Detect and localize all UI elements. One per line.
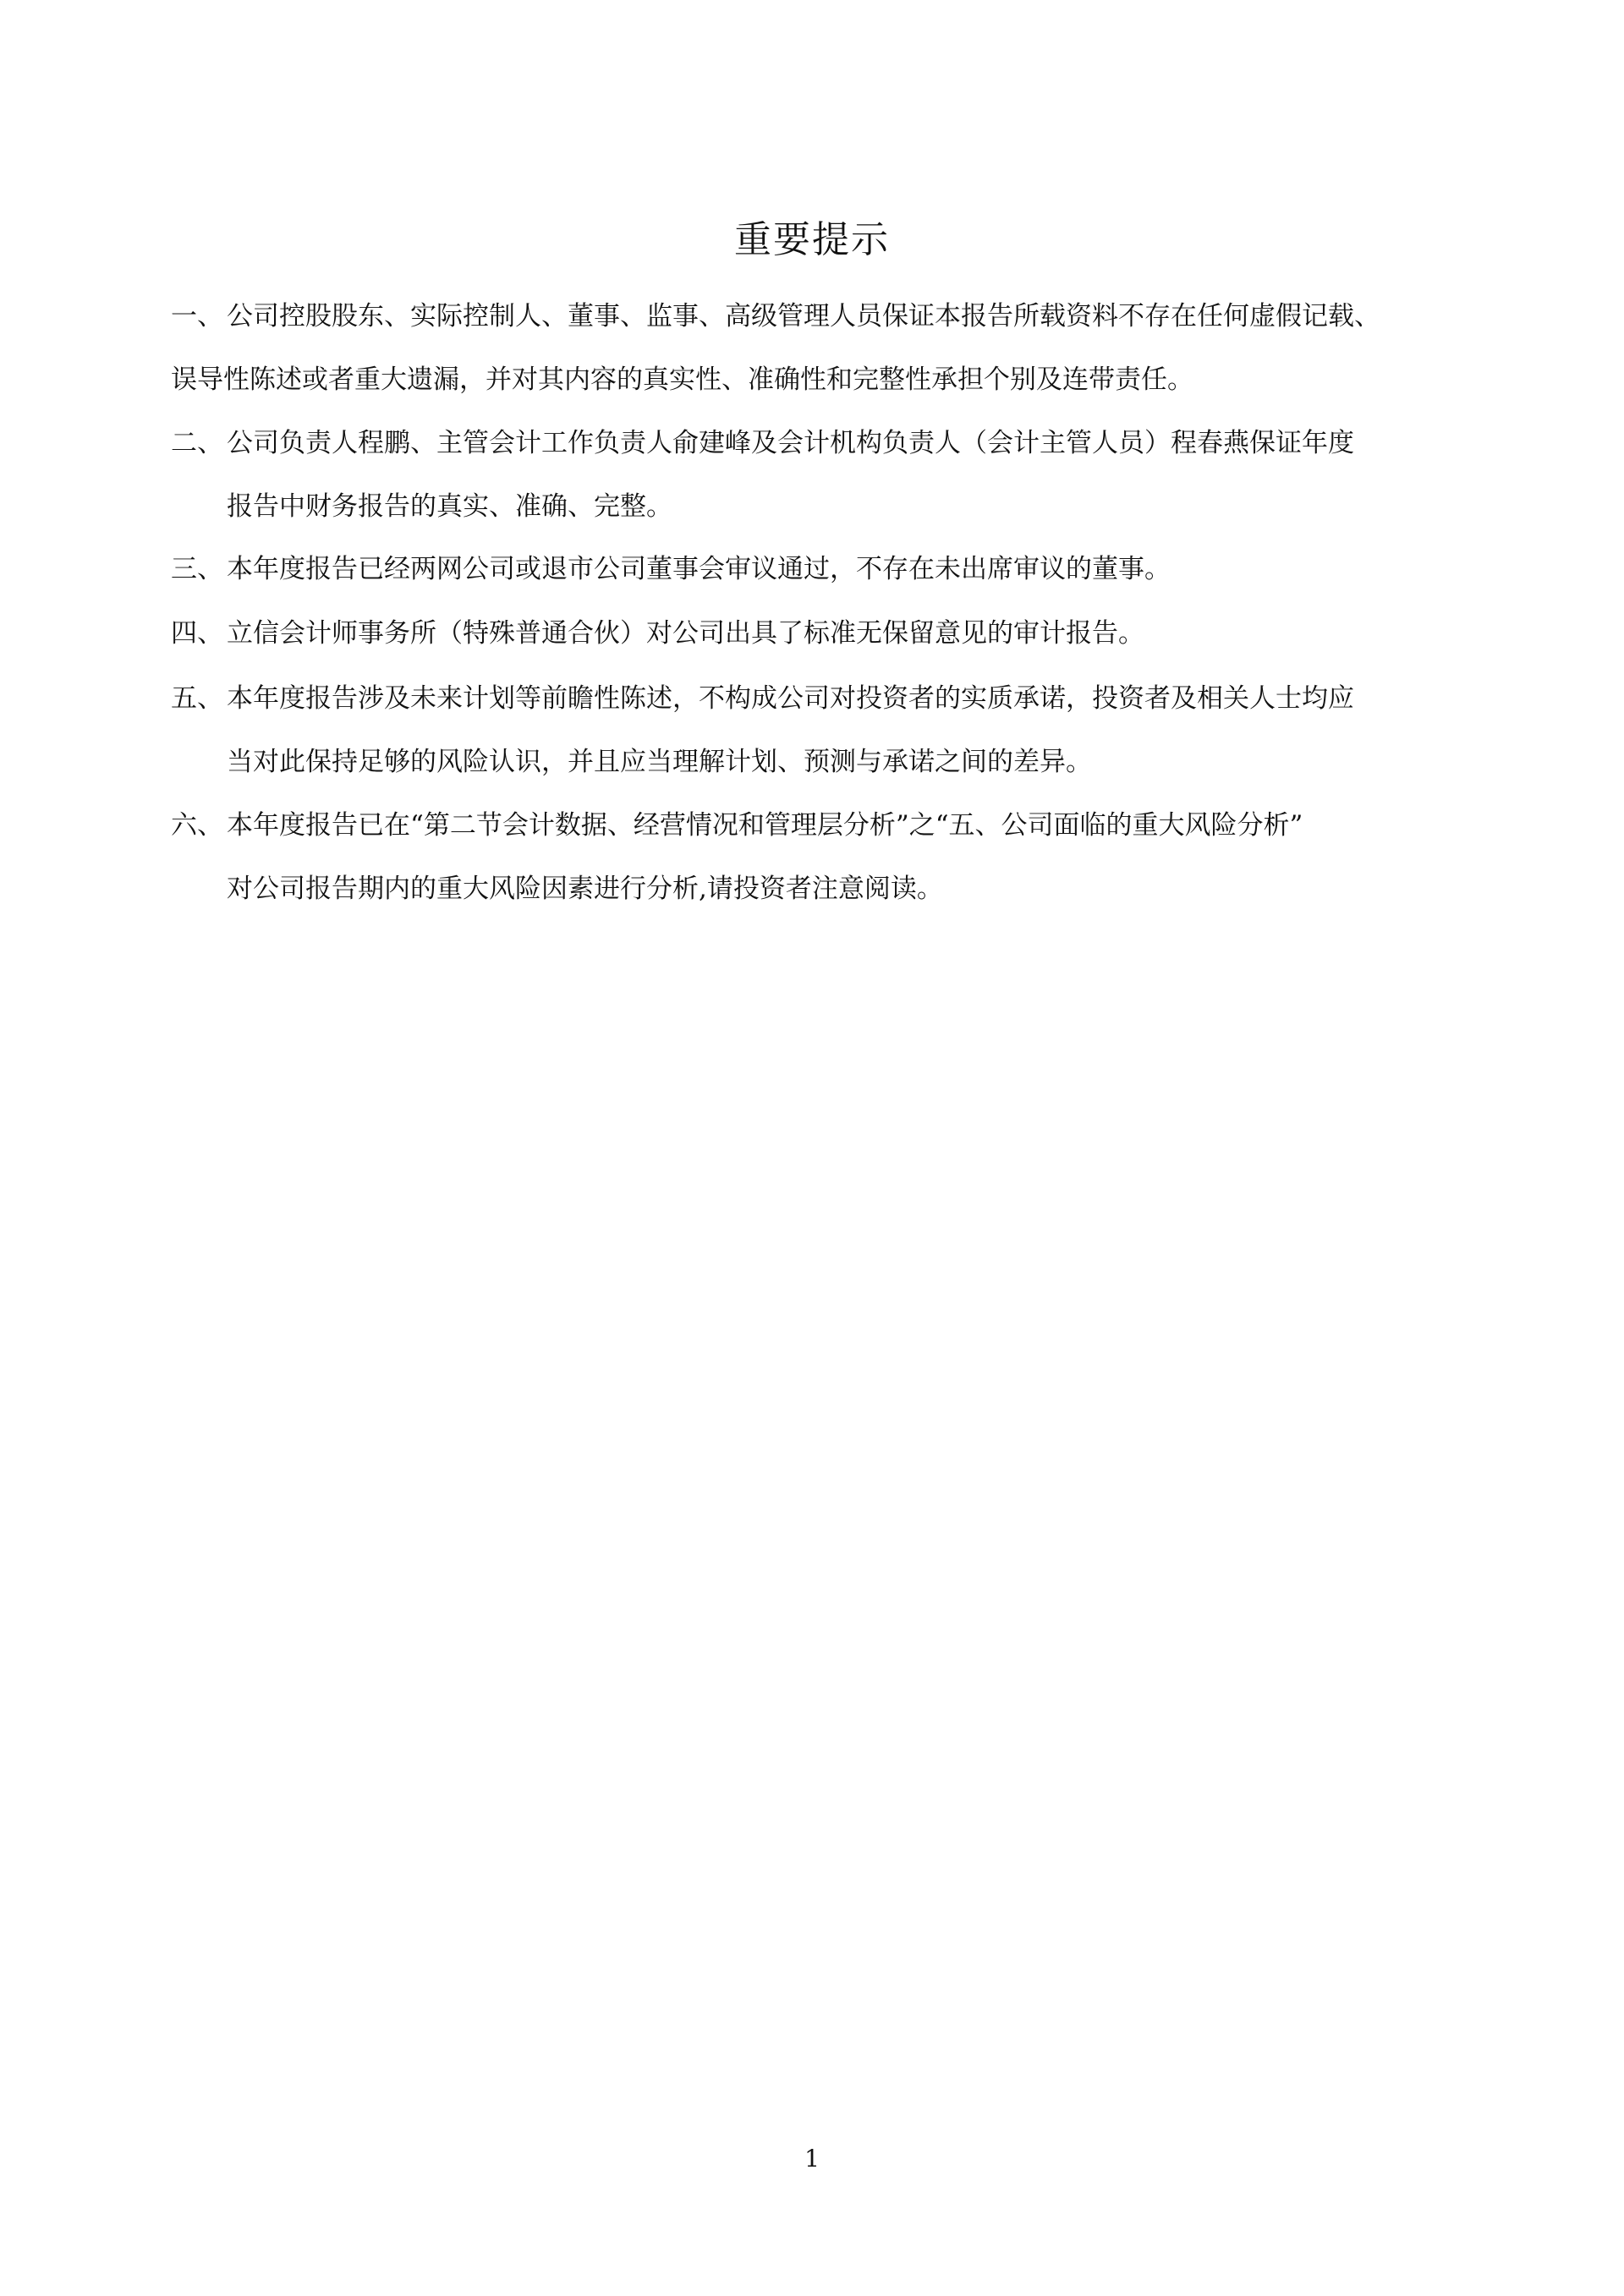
notice-item-1 [171,300,1473,332]
notice-item-3 [171,553,1473,585]
item-number: 二、 [171,428,223,458]
item-text-line: 误导性陈述或者重大遗漏，并对其内容的真实性、准确性和完整性承担个别及连带责任。 [171,364,1193,395]
item-text-line: 公司控股股东、实际控制人、董事、监事、高级管理人员保证本报告所载资料不存在任何虚假记载、 [227,301,1380,332]
item-number: 三、 [171,554,223,584]
page-number: 1 [804,2145,820,2173]
item-text-line: 本年度报告已在“第二节会计数据、经营情况和管理层分析”之“五、公司面临的重大风险分析” [227,810,1303,841]
item-number: 一、 [171,301,223,332]
item-text-line: 公司负责人程鹏、主管会计工作负责人俞建峰及会计机构负责人（会计主管人员）程春燕保证年度 [227,428,1354,458]
item-text-line: 对公司报告期内的重大风险因素进行分析,请投资者注意阅读。 [227,874,943,904]
item-text-line: 本年度报告已经两网公司或退市公司董事会审议通过，不存在未出席审议的董事。 [227,554,1171,584]
item-text-line: 当对此保持足够的风险认识，并且应当理解计划、预测与承诺之间的差异。 [227,747,1092,777]
item-text-line: 本年度报告涉及未来计划等前瞻性陈述，不构成公司对投资者的实质承诺，投资者及相关人士均应 [227,683,1354,714]
notice-item-5 [171,682,1473,715]
item-text-line: 立信会计师事务所（特殊普通合伙）对公司出具了标准无保留意见的审计报告。 [227,618,1144,649]
notice-item-6 [171,809,1473,841]
page-title: 重要提示 [734,218,890,261]
item-number: 四、 [171,618,223,649]
item-number: 五、 [171,683,223,714]
item-text-line: 报告中财务报告的真实、准确、完整。 [227,491,672,522]
item-number: 六、 [171,810,223,841]
notice-item-4 [171,617,1473,649]
notice-item-2 [171,427,1473,459]
